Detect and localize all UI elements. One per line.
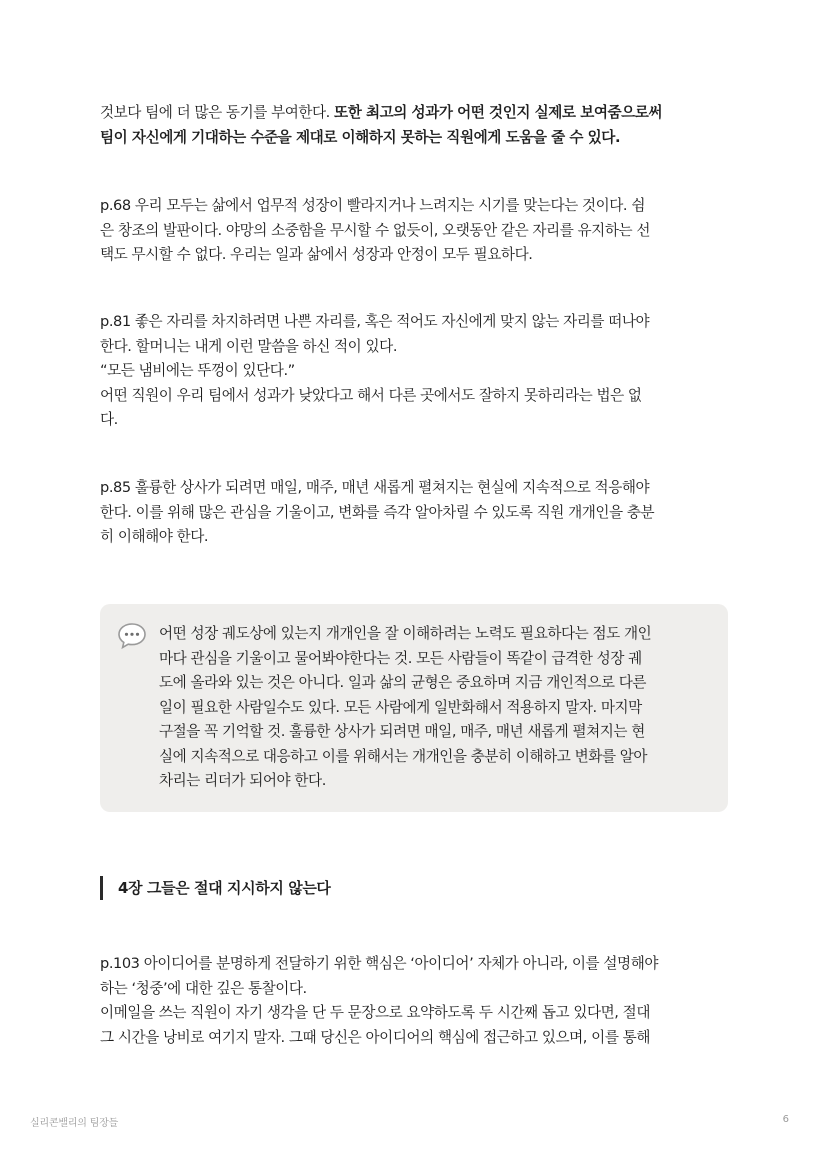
- paragraph-line: p.85 훌륭한 상사가 되려면 매일, 매주, 매년 새롭게 펼쳐지는 현실에 지속적으로 적응해야: [100, 479, 650, 496]
- paragraph-line: 한다. 이를 위해 많은 관심을 기울이고, 변화를 즉각 알아차릴 수 있도록 직원 개개인을 충분: [100, 503, 655, 521]
- speech-bubble-ellipsis-icon: [116, 620, 148, 652]
- paragraph-line: p.103 아이디어를 분명하게 전달하기 위한 핵심은 ‘아이디어’ 자체가 아니라, 이를 설명해야: [100, 955, 658, 972]
- callout-line: 일이 필요한 사람일수도 있다. 모든 사람에게 일반화해서 적용하지 말자. 마지막: [159, 698, 642, 716]
- footer-book-title: 실리콘밸리의 팀장들: [30, 1118, 119, 1129]
- callout-line: 실에 지속적으로 대응하고 이를 위해서는 개개인을 충분히 이해하고 변화를 알아: [159, 747, 648, 765]
- paragraph-p103: [100, 952, 730, 1050]
- paragraph-p68: [100, 194, 730, 268]
- paragraph-p85: [100, 476, 730, 550]
- paragraph-line: 다.: [100, 411, 118, 428]
- paragraph-line: p.68 우리 모두는 삶에서 업무적 성장이 빨라지거나 느려지는 시기를 맞는다는 것이다. 쉼: [100, 197, 645, 214]
- footer-page-number: 6: [782, 1114, 789, 1125]
- paragraph-line: 하는 ‘청중’에 대한 깊은 통찰이다.: [100, 979, 307, 997]
- callout-line: 어떤 성장 궤도상에 있는지 개개인을 잘 이해하려는 노력도 필요하다는 점도 개인: [159, 625, 652, 642]
- section-heading: 4장 그들은 절대 지시하지 않는다: [100, 876, 331, 900]
- paragraph-line: 이메일을 쓰는 직원이 자기 생각을 단 두 문장으로 요약하도록 두 시간째 돕고 있다면, 절대: [100, 1004, 650, 1021]
- paragraph-line: p.81 좋은 자리를 차지하려면 나쁜 자리를, 혹은 적어도 자신에게 맞지 않는 자리를 떠나야: [100, 313, 650, 330]
- paragraph-line: 어떤 직원이 우리 팀에서 성과가 낮았다고 해서 다른 곳에서도 잘하지 못하리라는 법은 없: [100, 386, 642, 404]
- callout-box: [100, 604, 728, 812]
- callout-line: 도에 올라와 있는 것은 아니다. 일과 삶의 균형은 중요하며 지금 개인적으로 다른: [159, 674, 646, 691]
- paragraph-line: 히 이해해야 한다.: [100, 528, 209, 545]
- paragraph-p81: [100, 310, 730, 433]
- paragraph-line: 택도 무시할 수 없다. 우리는 일과 삶에서 성장과 안정이 모두 필요하다.: [100, 246, 533, 263]
- paragraph-intro: [100, 101, 730, 150]
- callout-line: 마다 관심을 기울이고 물어봐야한다는 것. 모든 사람들이 똑같이 급격한 성장 궤: [159, 649, 642, 667]
- callout-line: 차리는 리더가 되어야 한다.: [159, 772, 326, 789]
- emphasis-text: 팀이 자신에게 기대하는 수준을 제대로 이해하지 못하는 직원에게 도움을 줄 수 있다.: [100, 128, 621, 146]
- callout-line: 구절을 꼭 기억할 것. 훌륭한 상사가 되려면 매일, 매주, 매년 새롭게 펼쳐지는 현: [159, 723, 645, 740]
- paragraph-line: 한다. 할머니는 내게 이런 말씀을 하신 적이 있다.: [100, 337, 398, 355]
- paragraph-line: 은 창조의 발판이다. 야망의 소중함을 무시할 수 없듯이, 오랫동안 같은 자리를 유지하는 선: [100, 221, 650, 239]
- quote-line: “모든 냄비에는 뚜껑이 있단다.”: [100, 362, 295, 379]
- paragraph-line: 그 시간을 낭비로 여기지 말자. 그때 당신은 아이디어의 핵심에 접근하고 있으며, 이를 통해: [100, 1028, 650, 1046]
- paragraph-line: 것보다 팀에 더 많은 동기를 부여한다. 또한 최고의 성과가 어떤 것인지 실제로 보여줌으로써: [100, 104, 663, 121]
- callout-text: [159, 622, 719, 794]
- emphasis-text: 또한 최고의 성과가 어떤 것인지 실제로 보여줌으로써: [334, 104, 663, 121]
